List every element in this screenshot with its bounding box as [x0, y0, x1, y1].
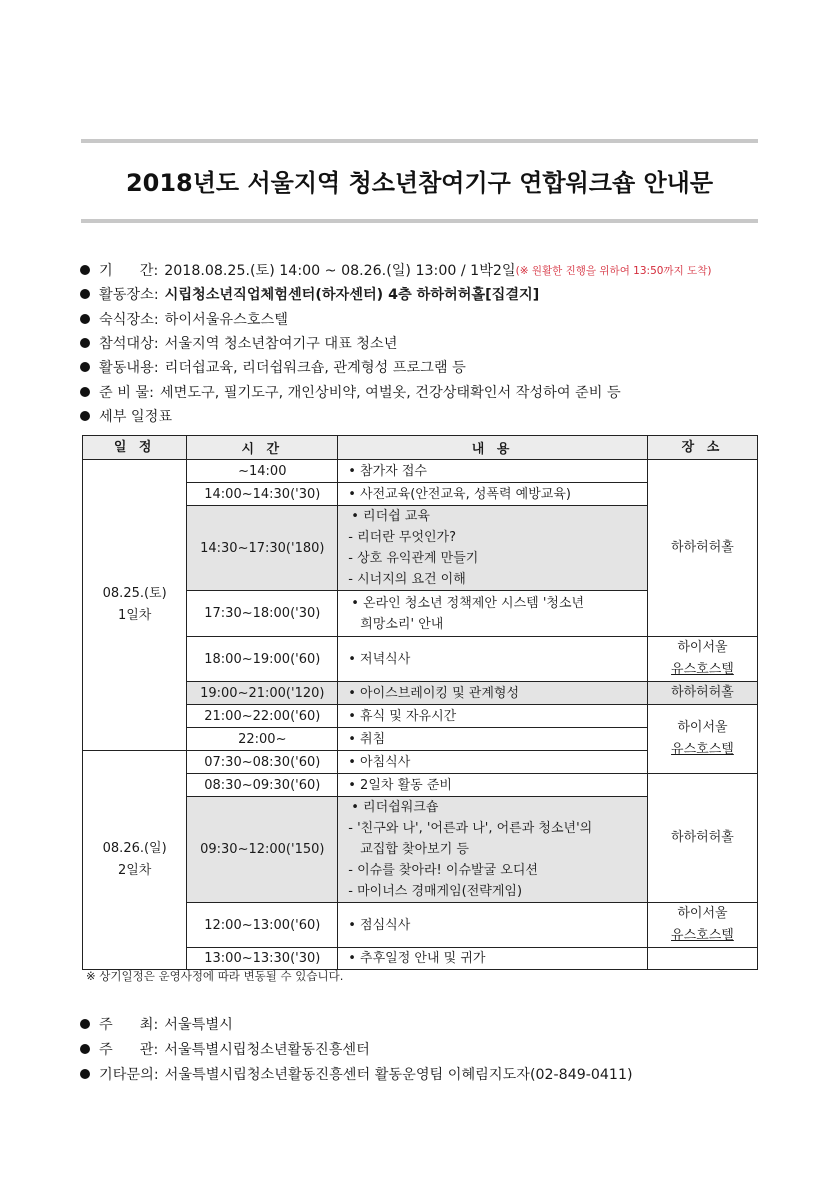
info-list [80, 258, 780, 428]
info-label: 활동장소: [99, 287, 159, 304]
bullet-icon [80, 265, 90, 275]
place-line: 유스호스텔 [671, 928, 734, 943]
bullet-icon [80, 387, 90, 397]
day-cell [83, 751, 187, 970]
time-cell: 19:00~21:00('120) [187, 682, 338, 705]
content-cell [338, 774, 648, 797]
content-line: • 저녁식사 [348, 651, 411, 667]
place-line: 하이서울 [677, 640, 728, 655]
place-cell [647, 705, 757, 774]
content-line: • 2일차 활동 준비 [348, 777, 452, 793]
time-cell: 17:30~18:00('30) [187, 591, 338, 637]
place-cell [647, 948, 757, 970]
info-venue [80, 282, 780, 306]
content-cell [338, 903, 648, 948]
content-line: 교집합 찾아보기 등 [360, 842, 469, 857]
content-cell [338, 682, 648, 705]
footer-organizer [80, 1036, 780, 1061]
col-header-content: 내 용 [338, 436, 648, 460]
time-cell: 12:00~13:00('60) [187, 903, 338, 948]
col-header-time: 시 간 [187, 436, 338, 460]
content-cell [338, 797, 648, 903]
info-label: 세부 일정표 [99, 408, 173, 425]
content-cell [338, 460, 648, 483]
info-value: 리더쉽교육, 리더쉽워크숍, 관계형성 프로그램 등 [164, 360, 466, 377]
content-cell [338, 591, 648, 637]
content-line: - 이슈를 찾아라! 이슈발굴 오디션 [348, 863, 538, 878]
content-cell [338, 506, 648, 591]
bullet-icon [80, 1069, 90, 1079]
place-cell [647, 903, 757, 948]
content-line: • 사전교육(안전교육, 성폭력 예방교육) [348, 486, 571, 502]
content-line: • 아침식사 [348, 754, 411, 770]
place-cell [647, 637, 757, 682]
info-label: 기 간: [99, 263, 159, 280]
content-line: - 마이너스 경매게임(전략게임) [348, 884, 523, 899]
time-cell: 09:30~12:00('150) [187, 797, 338, 903]
content-line: - '친구와 나', '어른과 나', 어른과 청소년'의 [348, 821, 593, 836]
place-cell: 하하허허홀 [647, 682, 757, 705]
footer-label: 주 관: [99, 1041, 159, 1058]
content-line: • 취침 [348, 731, 386, 747]
col-header-place: 장 소 [647, 436, 757, 460]
time-cell: 13:00~13:30('30) [187, 948, 338, 970]
day-label: 1일차 [117, 608, 152, 623]
bullet-icon [80, 411, 90, 421]
content-cell [338, 705, 648, 728]
info-schedule-heading [80, 404, 780, 428]
time-cell: 21:00~22:00('60) [187, 705, 338, 728]
info-label: 숙식장소: [99, 311, 159, 328]
content-line: - 시너지의 요건 이해 [348, 572, 466, 587]
content-line: • 추후일정 안내 및 귀가 [348, 951, 486, 966]
time-cell: ~14:00 [187, 460, 338, 483]
schedule-table [82, 435, 758, 970]
bullet-icon [80, 362, 90, 372]
content-line: • 참가자 접수 [348, 463, 427, 479]
content-cell [338, 728, 648, 751]
bullet-icon [80, 314, 90, 324]
content-line: 희망소리' 안내 [360, 616, 444, 632]
content-cell [338, 948, 648, 970]
day-date: 08.25.(토) [102, 586, 167, 601]
info-label: 준 비 물: [99, 384, 154, 401]
bullet-icon [80, 1019, 90, 1029]
bottom-rule [81, 219, 758, 223]
footer-label: 기타문의: [99, 1066, 159, 1083]
table-row [83, 460, 758, 483]
content-cell [338, 751, 648, 774]
info-value: 시립청소년직업체험센터(하자센터) 4층 하하허허홀[집결지] [164, 287, 540, 304]
info-activities [80, 355, 780, 379]
place-line: 유스호스텔 [671, 742, 734, 757]
footer-label: 주 최: [99, 1016, 159, 1033]
schedule-note: ※ 상기일정은 운영사정에 따라 변동될 수 있습니다. [86, 969, 344, 983]
table-header-row [83, 436, 758, 460]
day-cell [83, 460, 187, 751]
content-line: • 아이스브레이킹 및 관계형성 [348, 685, 520, 701]
content-line: • 리더쉽 교육 [351, 509, 430, 524]
info-label: 활동내용: [99, 360, 159, 377]
info-label: 참석대상: [99, 336, 159, 353]
time-cell: 18:00~19:00('60) [187, 637, 338, 682]
content-line: - 리더란 무엇인가? [348, 530, 457, 545]
content-line: - 상호 유익관계 만들기 [348, 551, 479, 566]
content-line: • 점심식사 [348, 917, 411, 933]
place-line: 하이서울 [677, 720, 728, 735]
footer-value: 서울특별시 [164, 1016, 233, 1033]
place-cell: 하하허허홀 [647, 460, 757, 637]
info-value: 2018.08.25.(토) 14:00 ~ 08.26.(일) 13:00 / 1박2일 [164, 263, 516, 280]
bullet-icon [80, 289, 90, 299]
content-line: • 리더쉽워크숍 [351, 800, 439, 815]
info-participants [80, 331, 780, 355]
content-cell [338, 637, 648, 682]
day-label: 2일차 [117, 863, 152, 878]
bullet-icon [80, 1044, 90, 1054]
day-date: 08.26.(일) [102, 841, 167, 856]
time-cell: 22:00~ [187, 728, 338, 751]
time-cell: 07:30~08:30('60) [187, 751, 338, 774]
footer-contact [80, 1061, 780, 1086]
footer-info [80, 1011, 780, 1086]
col-header-date: 일 정 [83, 436, 187, 460]
info-lodging [80, 307, 780, 331]
footer-host [80, 1011, 780, 1036]
time-cell: 14:00~14:30('30) [187, 483, 338, 506]
content-line: • 온라인 청소년 정책제안 시스템 '청소년 [351, 595, 585, 611]
time-cell: 08:30~09:30('60) [187, 774, 338, 797]
content-cell [338, 483, 648, 506]
place-cell: 하하허허홀 [647, 774, 757, 903]
time-cell: 14:30~17:30('180) [187, 506, 338, 591]
info-value: 서울지역 청소년참여기구 대표 청소년 [164, 336, 398, 353]
footer-value: 서울특별시립청소년활동진흥센터 활동운영팀 이혜림지도자(02-849-0411) [164, 1066, 633, 1083]
footer-value: 서울특별시립청소년활동진흥센터 [164, 1041, 370, 1058]
place-line: 하이서울 [677, 906, 728, 921]
bullet-icon [80, 338, 90, 348]
top-rule [81, 139, 758, 143]
arrival-note: (※ 원활한 진행을 위하여 13:50까지 도착) [515, 264, 712, 277]
page-title: 2018년도 서울지역 청소년참여기구 연합워크숍 안내문 [125, 169, 714, 197]
info-value: 세면도구, 필기도구, 개인상비약, 여벌옷, 건강상태확인서 작성하여 준비 등 [159, 384, 621, 401]
place-line: 유스호스텔 [671, 662, 734, 677]
info-value: 하이서울유스호스텔 [164, 311, 288, 328]
info-supplies [80, 379, 780, 403]
info-period [80, 258, 780, 282]
content-line: • 휴식 및 자유시간 [348, 708, 457, 724]
